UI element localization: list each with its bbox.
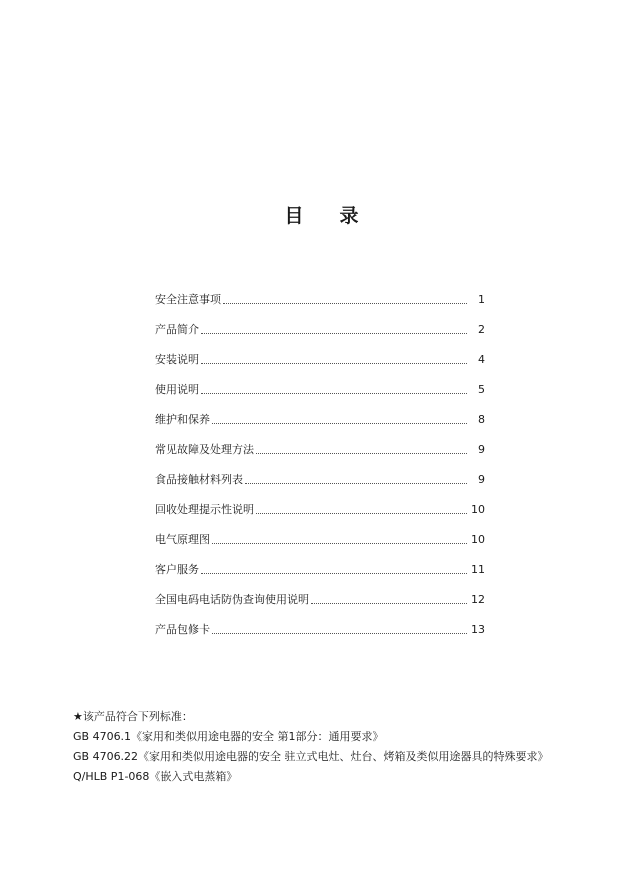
toc-label: 安装说明 — [155, 353, 199, 366]
toc-entry-warranty-card[interactable] — [155, 610, 485, 640]
toc-page-number: 2 — [478, 323, 485, 336]
toc-entry-product-intro[interactable] — [155, 310, 485, 340]
toc-page-number: 1 — [478, 293, 485, 306]
standard-line: GB 4706.1《家用和类似用途电器的安全 第1部分：通用要求》 — [73, 730, 384, 743]
toc-label: 回收处理提示性说明 — [155, 503, 254, 516]
toc-leader-dots — [201, 393, 467, 394]
toc-leader-dots — [212, 633, 467, 634]
toc-label: 维护和保养 — [155, 413, 210, 426]
toc-entry-troubleshooting[interactable] — [155, 430, 485, 460]
toc-page-number: 10 — [471, 533, 485, 546]
toc-entry-anti-counterfeit[interactable] — [155, 580, 485, 610]
toc-page-number: 13 — [471, 623, 485, 636]
toc-label: 产品包修卡 — [155, 623, 210, 636]
title-char-2: 录 — [339, 205, 359, 227]
toc-label: 使用说明 — [155, 383, 199, 396]
toc-label: 常见故障及处理方法 — [155, 443, 254, 456]
toc-leader-dots — [311, 603, 467, 604]
toc-page-number: 4 — [478, 353, 485, 366]
toc-leader-dots — [201, 333, 467, 334]
toc-leader-dots — [256, 513, 467, 514]
toc-label: 安全注意事项 — [155, 293, 221, 306]
toc-page-number: 8 — [478, 413, 485, 426]
toc-label: 全国电码电话防伪查询使用说明 — [155, 593, 309, 606]
toc-leader-dots — [256, 453, 467, 454]
toc-entry-safety[interactable] — [155, 280, 485, 310]
toc-page-number: 5 — [478, 383, 485, 396]
standard-line: Q/HLB P1-068《嵌入式电蒸箱》 — [73, 770, 238, 783]
toc-label: 产品简介 — [155, 323, 199, 336]
toc-leader-dots — [201, 573, 467, 574]
toc-entry-recycling[interactable] — [155, 490, 485, 520]
toc-label: 电气原理图 — [155, 533, 210, 546]
toc-leader-dots — [245, 483, 467, 484]
toc-page-number: 12 — [471, 593, 485, 606]
toc-entry-maintenance[interactable] — [155, 400, 485, 430]
toc-entry-customer-service[interactable] — [155, 550, 485, 580]
toc-entry-wiring-diagram[interactable] — [155, 520, 485, 550]
page-title — [0, 203, 643, 229]
toc-leader-dots — [201, 363, 467, 364]
standard-line: GB 4706.22《家用和类似用途电器的安全 驻立式电灶、灶台、烤箱及类似用途器具的特殊要求》 — [73, 750, 549, 763]
toc-entry-food-contact-materials[interactable] — [155, 460, 485, 490]
toc-label: 食品接触材料列表 — [155, 473, 243, 486]
toc-page-number: 9 — [478, 473, 485, 486]
toc-label: 客户服务 — [155, 563, 199, 576]
standards-section — [73, 707, 638, 787]
toc-leader-dots — [212, 543, 467, 544]
toc-leader-dots — [223, 303, 467, 304]
toc-page-number: 9 — [478, 443, 485, 456]
standards-heading: ★该产品符合下列标准： — [73, 710, 193, 723]
toc-leader-dots — [212, 423, 467, 424]
toc-entry-installation[interactable] — [155, 340, 485, 370]
title-char-1: 目 — [284, 205, 304, 227]
toc-page-number: 10 — [471, 503, 485, 516]
toc-entry-usage[interactable] — [155, 370, 485, 400]
toc-page-number: 11 — [471, 563, 485, 576]
table-of-contents — [155, 280, 485, 640]
